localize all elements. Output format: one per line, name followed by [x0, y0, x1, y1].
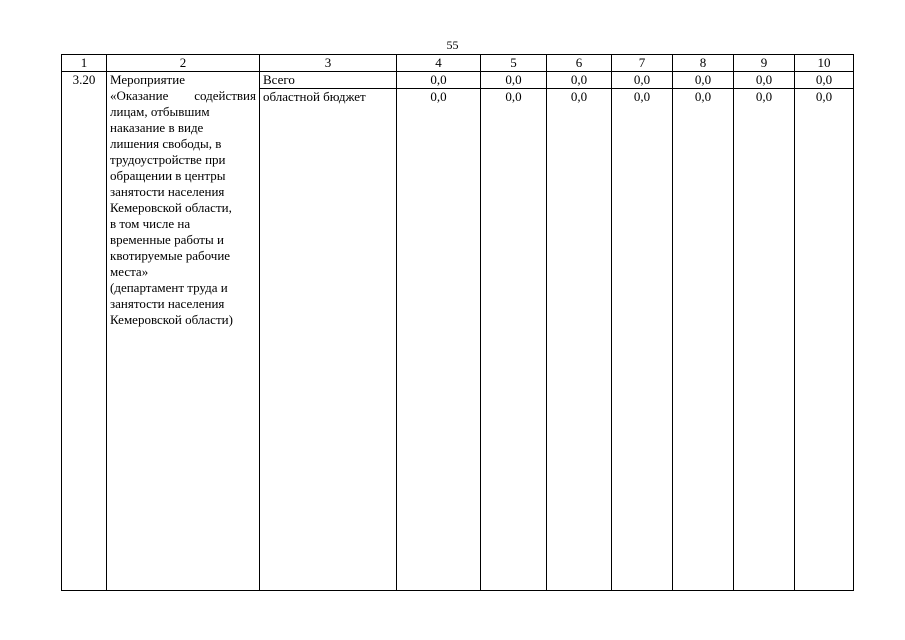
value-regional: 0,0	[547, 88, 611, 105]
description-line: наказание в виде	[110, 120, 204, 135]
description-line: (департамент труда и	[110, 280, 228, 295]
column-header: 9	[734, 55, 795, 72]
description-line: Кемеровской области)	[110, 312, 233, 327]
table-row	[62, 72, 854, 591]
value-cell	[481, 72, 547, 591]
description-line: временные работы и	[110, 232, 224, 247]
value-total: 0,0	[694, 72, 712, 87]
column-header: 1	[62, 55, 107, 72]
column-header: 4	[397, 55, 481, 72]
funding-source-regional-budget: областной бюджет	[260, 88, 396, 105]
value-total: 0,0	[633, 72, 651, 87]
column-header: 5	[481, 55, 547, 72]
funding-source-total: Всего	[263, 72, 295, 87]
value-cell	[795, 72, 854, 591]
column-header: 3	[260, 55, 397, 72]
description-line: квотируемые рабочие	[110, 248, 231, 263]
column-header: 8	[673, 55, 734, 72]
description-line: Мероприятие	[110, 72, 185, 87]
value-total: 0,0	[505, 72, 522, 87]
value-cell	[734, 72, 795, 591]
description-line: места»	[110, 264, 149, 279]
column-header: 10	[795, 55, 854, 72]
description-line: занятости населения	[110, 296, 225, 311]
value-regional: 0,0	[397, 88, 480, 105]
funding-table	[61, 54, 854, 591]
description-line: в том числе на	[110, 216, 191, 231]
value-cell	[397, 72, 481, 591]
description-line: Кемеровской области,	[110, 200, 232, 215]
funding-sources	[260, 72, 397, 591]
value-total: 0,0	[570, 72, 588, 87]
value-cell	[673, 72, 734, 591]
column-header: 6	[547, 55, 612, 72]
description-line: трудоустройстве при	[110, 152, 226, 167]
value-cell	[547, 72, 612, 591]
value-regional: 0,0	[612, 88, 672, 105]
description-line: занятости населения	[110, 184, 225, 199]
description-line: лишения свободы, в	[110, 136, 222, 151]
page-number: 55	[446, 38, 459, 52]
value-cell	[612, 72, 673, 591]
value-regional: 0,0	[481, 88, 546, 105]
table-header-row	[62, 55, 854, 72]
column-header: 7	[612, 55, 673, 72]
description-line: обращении в центры	[110, 168, 226, 183]
value-total: 0,0	[430, 72, 447, 87]
value-regional: 0,0	[795, 88, 853, 105]
activity-description	[107, 72, 260, 591]
description-line: «Оказание содействия	[110, 88, 256, 103]
value-total: 0,0	[755, 72, 773, 87]
value-regional: 0,0	[734, 88, 794, 105]
row-number: 3.20	[62, 72, 107, 591]
value-total: 0,0	[815, 72, 833, 87]
value-regional: 0,0	[673, 88, 733, 105]
description-line: лицам, отбывшим	[110, 104, 210, 119]
column-header: 2	[107, 55, 260, 72]
